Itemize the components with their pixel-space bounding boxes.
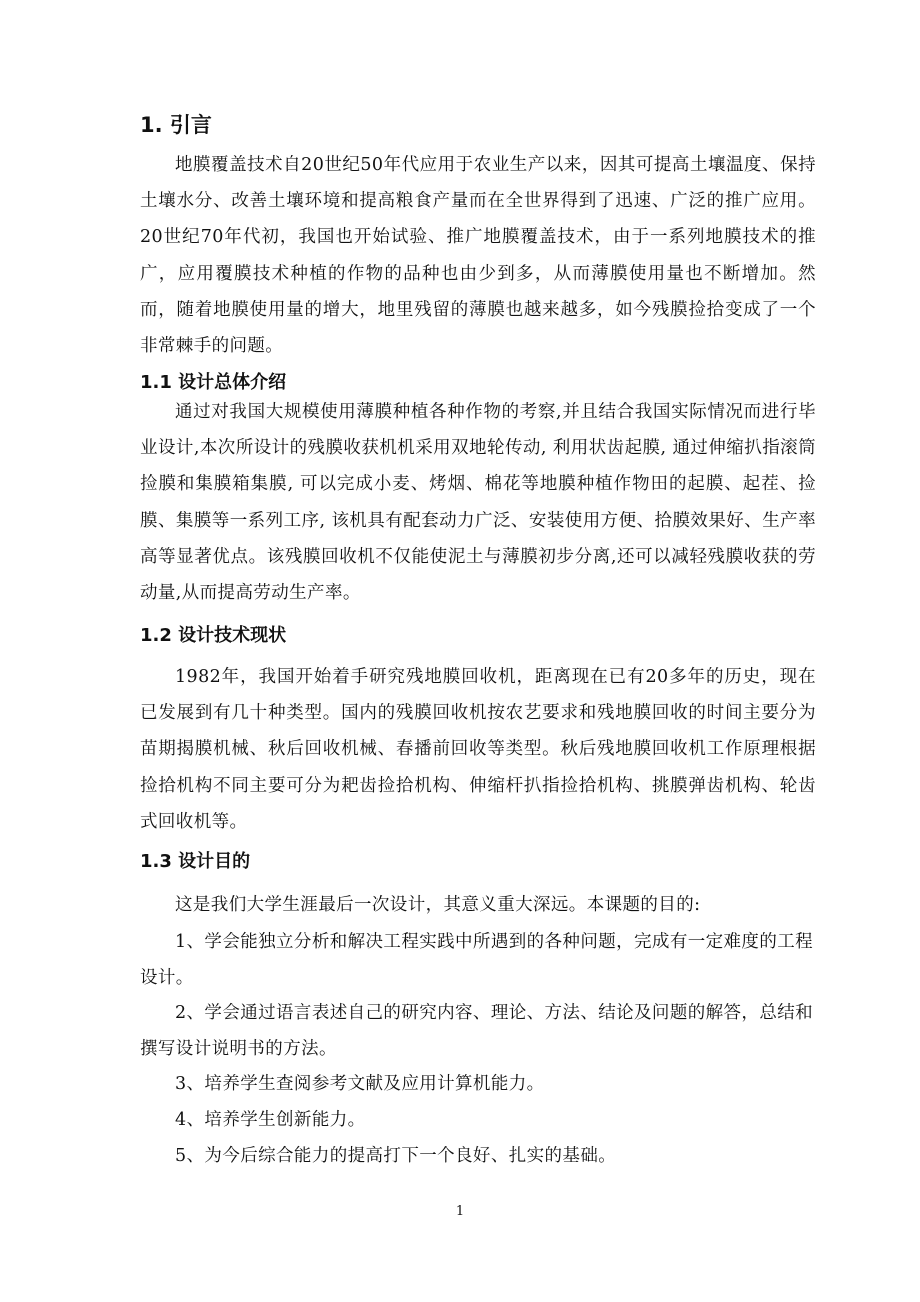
section-1-paragraph: 地膜覆盖技术自20世纪50年代应用于农业生产以来，因其可提高土壤温度、保持土壤水分、改善土壤环境和提高粮食产量而在全世界得到了迅速、广泛的推广应用。20世纪70年代初，我国也开始试验、推广地膜覆盖技术，由于一系列地膜技术的推广，应用覆膜技术种植的作物的品种也由少到多，从而薄膜使用量也不断增加。然而，随着地膜使用量的增大，地里残留的薄膜也越来越多，如今残膜捡拾变成了一个非常棘手的问题。 — [140, 155, 816, 357]
section-1-3-intro: 这是我们大学生涯最后一次设计，其意义重大深远。本课题的目的: — [175, 895, 701, 915]
section-1-2-heading: 1.2 设计技术现状 — [140, 625, 287, 646]
section-1-heading: 1. 引言 — [140, 113, 212, 137]
page-number: 1 — [455, 1204, 465, 1219]
section-1-3-heading: 1.3 设计目的 — [140, 851, 251, 872]
section-1-1-heading: 1.1 设计总体介绍 — [140, 372, 287, 393]
objective-item-3: 3、培养学生查阅参考文献及应用计算机能力。 — [175, 1074, 545, 1094]
section-1-2-paragraph: 1982年，我国开始着手研究残地膜回收机，距离现在已有20多年的历史，现在已发展到有几十种类型。国内的残膜回收机按农艺要求和残地膜回收的时间主要分为苗期揭膜机械、秋后回收机械、春播前回收等类型。秋后残地膜回收机工作原理根据捡拾机构不同主要可分为耙齿捡拾机构、伸缩杆扒指捡拾机构、挑膜弹齿机构、轮齿式回收机等。 — [140, 667, 816, 832]
section-1-1-paragraph: 通过对我国大规模使用薄膜种植各种作物的考察,并且结合我国实际情况而进行毕业设计,本次所设计的残膜收获机机采用双地轮传动, 利用状齿起膜, 通过伸缩扒指滚筒捡膜和集膜箱集膜, 可以完成小麦、烤烟、棉花等地膜种植作物田的起膜、起茬、捡膜、集膜等一系列工序, 该机具有配套动力广泛、安装使用方便、拾膜效果好、生产率高等显著优点。该残膜回收机不仅能使泥土与薄膜初步分离,还可以减轻残膜收获的劳动量,从而提高劳动生产率。 — [140, 402, 816, 604]
objective-item-1: 1、学会能独立分析和解决工程实践中所遇到的各种问题，完成有一定难度的工程设计。 — [140, 932, 814, 989]
objective-item-2: 2、学会通过语言表述自己的研究内容、理论、方法、结论及问题的解答，总结和撰写设计说明书的方法。 — [140, 1003, 814, 1060]
objective-item-5: 5、为今后综合能力的提高打下一个良好、扎实的基础。 — [175, 1146, 617, 1166]
objective-item-4: 4、培养学生创新能力。 — [175, 1110, 366, 1130]
